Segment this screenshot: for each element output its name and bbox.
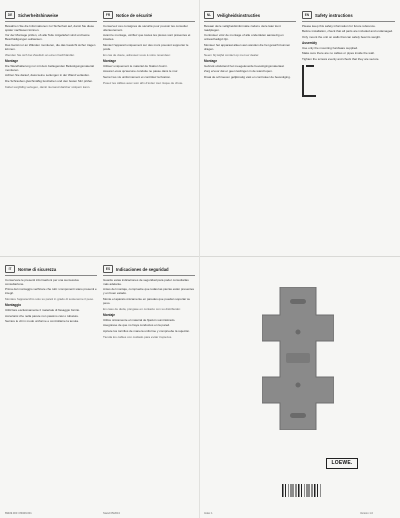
language-code: FR: [103, 11, 113, 19]
section-title: Norme di sicurezza: [18, 266, 57, 272]
language-code: DE: [5, 11, 15, 19]
paragraph: Assurez-vous qu'aucune conduite ne passe dans le mur.: [103, 69, 179, 74]
divider: [5, 21, 97, 22]
bracket-icon: [302, 65, 316, 97]
paragraph: Das Gerät nur an Wänden montieren, die das Gewicht sicher tragen können.: [5, 42, 96, 52]
paragraph: Controleer vóór de montage of alle onderdelen aanwezig en onbeschadigd zijn.: [204, 33, 284, 42]
section-fr: [103, 10, 195, 248]
section-title: Notice de sécurité: [116, 12, 153, 18]
footer-code: 89409.000 / 89409.001: [5, 512, 32, 515]
subheading: Assembly: [302, 40, 318, 45]
section-it: [5, 264, 97, 504]
paragraph: Vor der Montage prüfen, ob alle Teile mitgeliefert sind und keine Beschädigungen aufweisen.: [5, 33, 90, 42]
section-header: [103, 10, 195, 20]
subheading: Montage: [103, 58, 117, 63]
paragraph: Kabel sorgfältig verlegen, damit niemand darüber stolpern kann.: [5, 84, 91, 89]
paragraph: Use only the mounting hardware supplied.: [302, 45, 359, 50]
section-de: [5, 10, 97, 248]
section-header: [103, 264, 195, 274]
paragraph: Utilice únicamente el material de fijación suministrado.: [103, 317, 176, 322]
language-code: EN: [302, 11, 312, 19]
paragraph: Serrez les vis uniformément et contrôlez la fixation.: [103, 74, 171, 79]
divider: [103, 21, 195, 22]
paragraph: Serrare le viti in modo uniforme e controllarne la tenuta.: [5, 319, 79, 324]
wall-plate-icon: [262, 287, 334, 430]
subheading: Montage: [204, 58, 218, 63]
paragraph: Posez les câbles avec soin afin d'éviter tout risque de chute.: [103, 80, 184, 85]
divider: [204, 21, 296, 22]
paragraph: Achten Sie darauf, dass keine Leitungen in der Wand verlaufen.: [5, 73, 90, 78]
fold-line-horizontal: [0, 256, 400, 257]
paragraph: Apriete los tornillos de manera uniforme y compruebe la sujeción.: [103, 328, 191, 333]
paragraph: Montare l'apparecchio solo su pareti in grado di sostenerne il peso.: [5, 296, 94, 301]
footer-code: Stand 05/2013: [103, 512, 120, 515]
language-code: ES: [103, 265, 113, 273]
paragraph: En caso de duda, póngase en contacto con su distribuidor.: [103, 306, 181, 311]
paragraph: Die Schrauben gleichmäßig festziehen und den festen Sitz prüfen.: [5, 79, 94, 84]
section-header: [5, 264, 97, 274]
paragraph: Montez l'appareil uniquement sur des murs pouvant supporter le poids.: [103, 42, 189, 52]
paragraph: Bewaar deze veiligheidsinformatie zodat u deze later kunt raadplegen.: [204, 23, 281, 32]
paragraph: En cas de doute, adressez-vous à votre revendeur.: [103, 52, 171, 57]
section-title: Veiligheidsinstructies: [217, 12, 261, 18]
paragraph: Asegúrese de que no haya conductos en la pared.: [103, 323, 171, 328]
section-title: Safety instructions: [315, 12, 353, 18]
paragraph: Utilizzare esclusivamente il materiale di fissaggio fornito.: [5, 308, 81, 313]
barcode: [282, 484, 322, 497]
section-en: [302, 10, 395, 248]
paragraph: Only mount the unit on walls that can safely bear its weight.: [302, 34, 381, 39]
paragraph: Zorg ervoor dat er geen leidingen in de wand lopen.: [204, 69, 273, 74]
paragraph: Prima del montaggio verificare che tutti i componenti siano presenti e integri.: [5, 287, 97, 296]
divider: [302, 21, 395, 22]
paragraph: Wenden Sie sich bei Zweifeln an einen Fachhändler.: [5, 52, 75, 57]
paragraph: Accertarsi che nella parete non passino cavi o tubature.: [5, 313, 79, 318]
section-header: [204, 10, 296, 20]
paragraph: Before installation, check that all parts are included and undamaged.: [302, 29, 394, 34]
fold-line-vertical: [199, 0, 200, 518]
wall-plate-illustration: [262, 287, 334, 430]
paragraph: Gebruik uitsluitend het meegeleverde bevestigingsmateriaal.: [204, 63, 285, 68]
paragraph: Draai de schroeven gelijkmatig vast en controleer de bevestiging.: [204, 74, 291, 79]
paragraph: Tienda los cables con cuidado para evitar tropiezos.: [103, 334, 173, 339]
subheading: Montage: [5, 58, 19, 63]
paragraph: Tighten the screws evenly and check that they are secure.: [302, 57, 380, 62]
brand-logo: LOEWE.: [326, 458, 358, 469]
paragraph: Make sure there are no cables or pipes inside the wall.: [302, 51, 375, 56]
paragraph: Avant le montage, vérifiez que toutes les pièces sont présentes et intactes.: [103, 33, 191, 42]
subheading: Montaggio: [5, 303, 22, 308]
section-header: [302, 10, 395, 20]
paragraph: Utilisez uniquement le matériel de fixation fourni.: [103, 63, 168, 68]
paragraph: Monte el aparato únicamente en paredes que puedan soportar su peso.: [103, 296, 191, 306]
footer-code: Version 1.0: [360, 512, 373, 515]
subheading: Montaje: [103, 312, 116, 317]
language-code: IT: [5, 265, 15, 273]
section-es: [103, 264, 195, 504]
paragraph: Please keep this safety information for future reference.: [302, 23, 376, 28]
section-header: [5, 10, 97, 20]
divider: [5, 275, 97, 276]
paragraph: Antes del montaje, compruebe que todas las piezas estén presentes y en buen estado.: [103, 287, 195, 296]
paragraph: Bewahren Sie die Informationen zur Sicherheit auf, damit Sie diese später nachlesen können.: [5, 23, 95, 32]
section-nl: [204, 10, 296, 248]
paragraph: Conservez ces consignes de sécurité pour pouvoir les consulter ultérieurement.: [103, 23, 188, 32]
paragraph: Die Wandhalterung nur mit dem beiliegenden Befestigungsmaterial montieren.: [5, 63, 94, 72]
paragraph: Neem bij twijfel contact op met uw dealer.: [204, 52, 260, 57]
divider: [103, 275, 195, 276]
paragraph: Guarde estas indicaciones de seguridad para poder consultarlas más adelante.: [103, 277, 189, 286]
language-code: NL: [204, 11, 214, 19]
footer-code: Index 1: [204, 512, 213, 515]
section-title: Sicherheitshinweise: [18, 12, 59, 18]
paragraph: Monteer het apparaat alleen aan wanden die het gewicht kunnen dragen.: [204, 42, 291, 52]
section-title: Indicaciones de seguridad: [116, 266, 169, 272]
paragraph: Conservare le presenti informazioni per una successiva consultazione.: [5, 277, 79, 286]
